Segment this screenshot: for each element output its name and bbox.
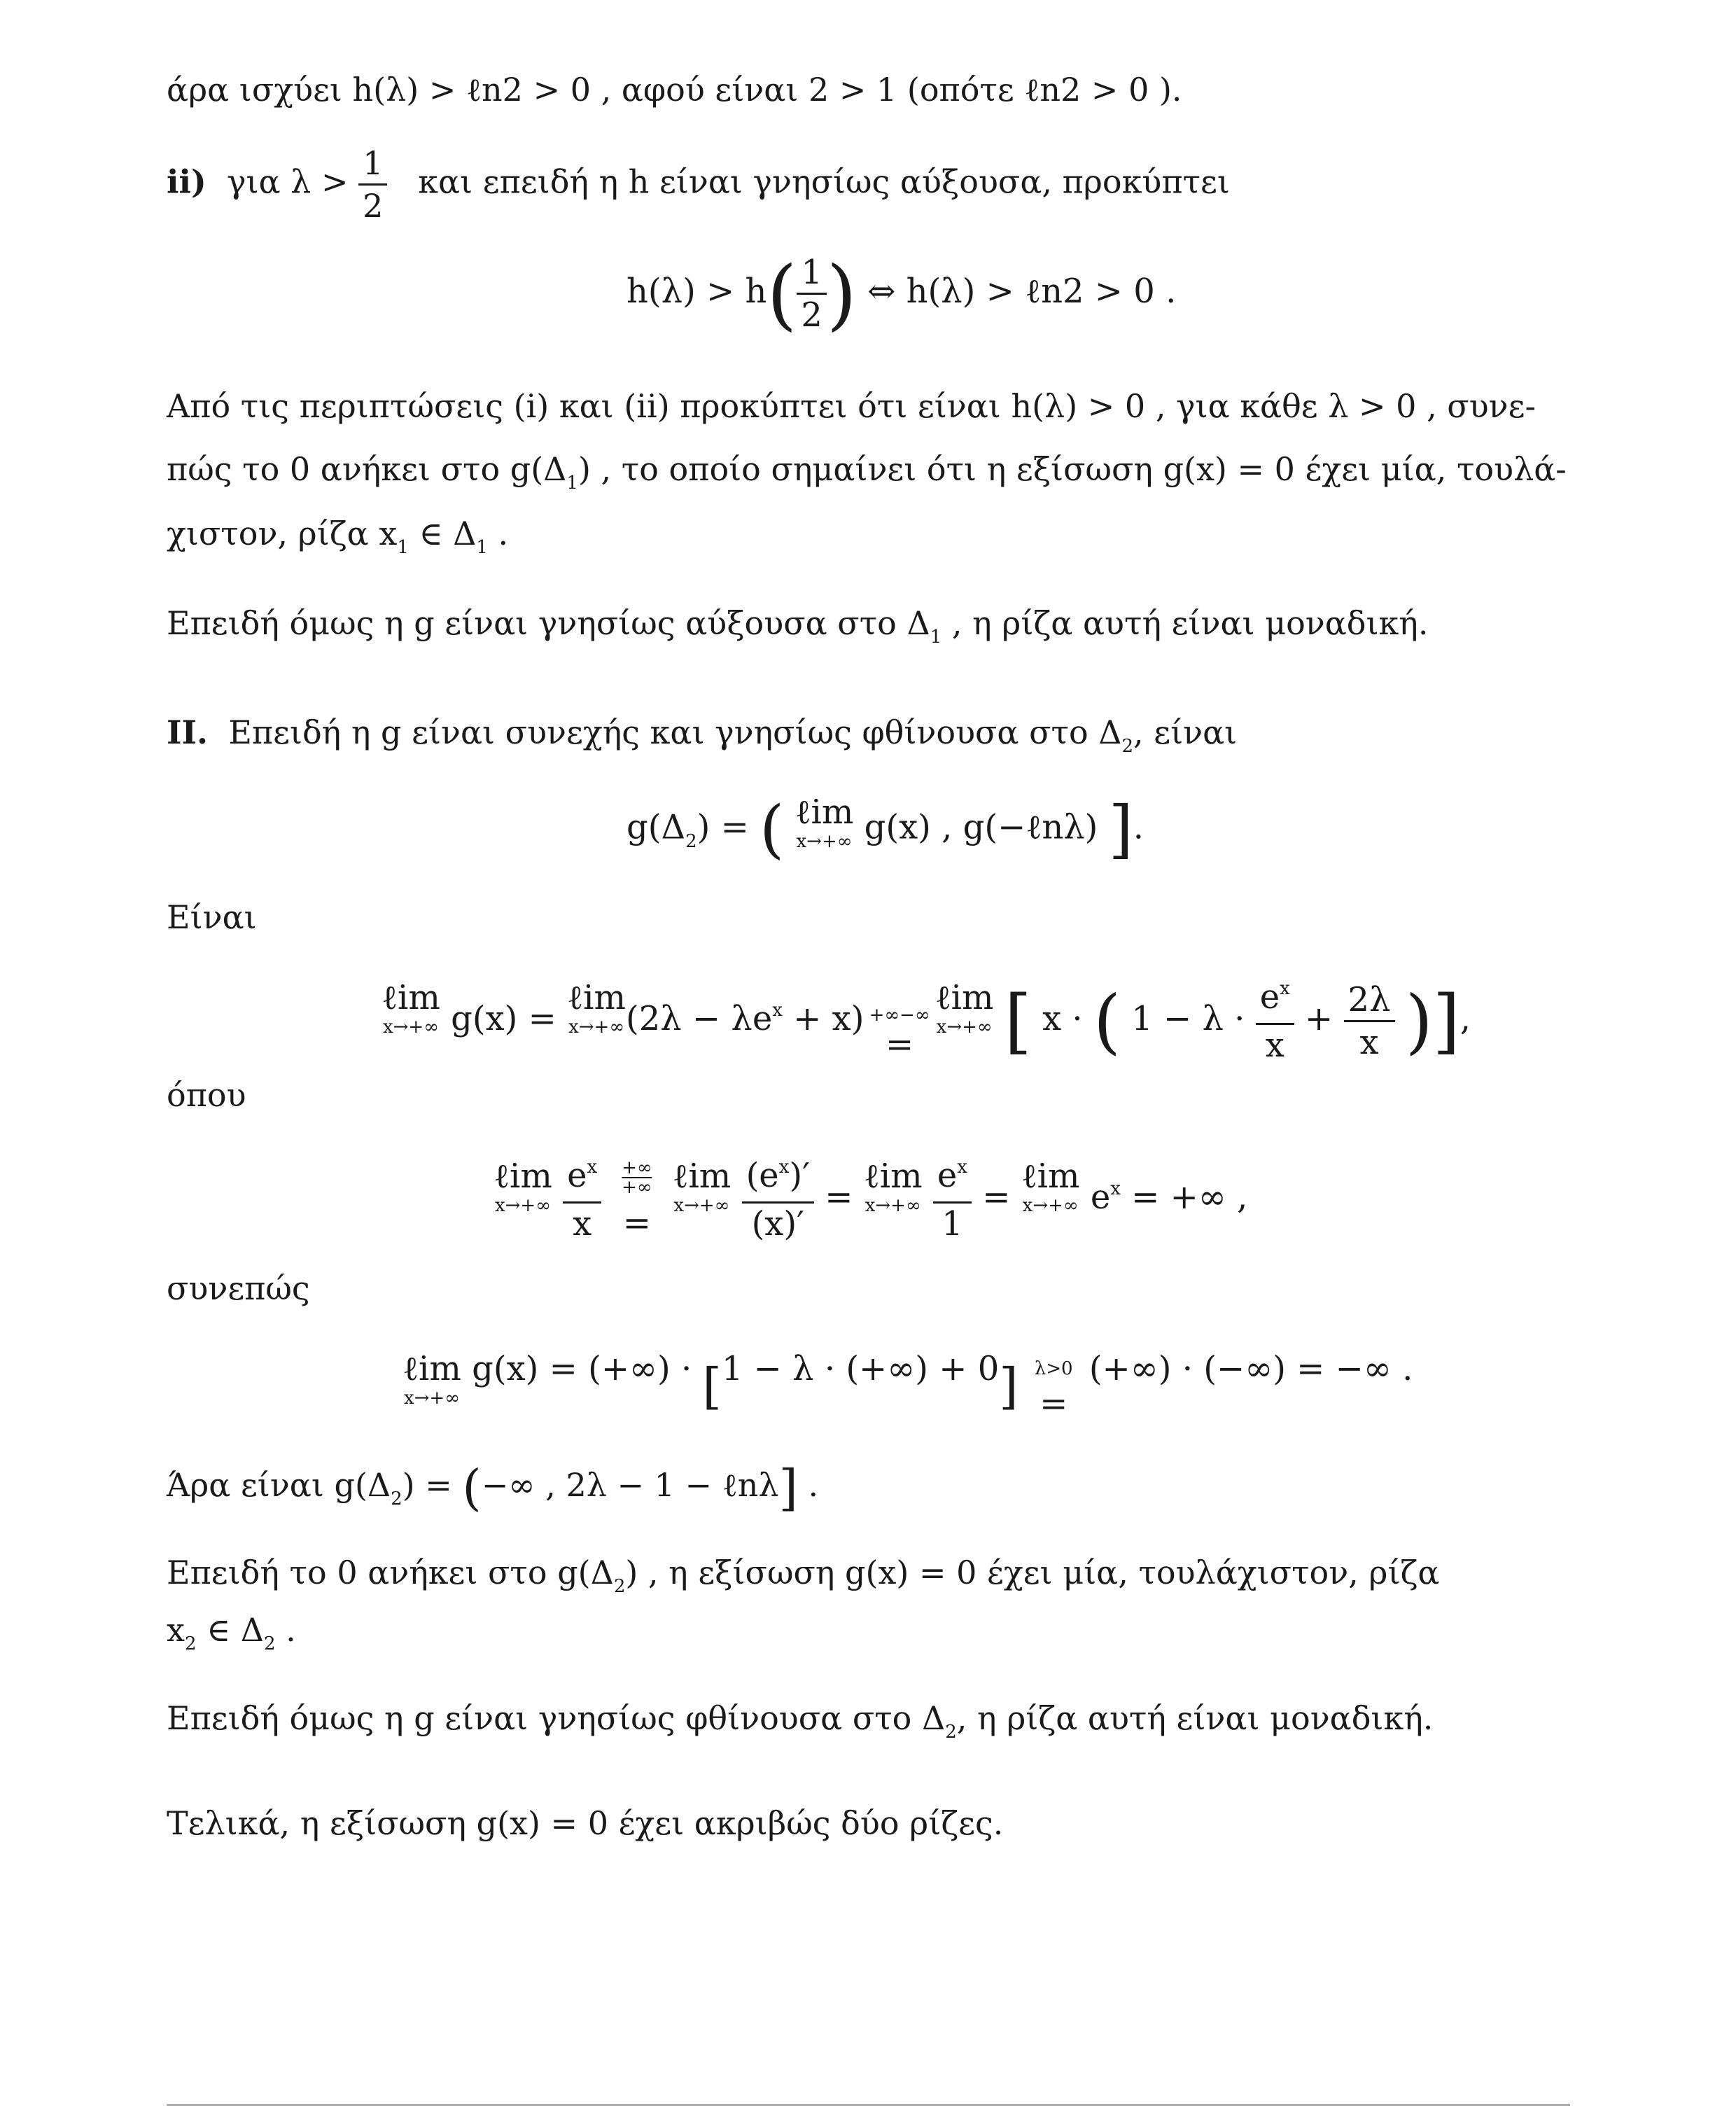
t: Επειδή το 0 ανήκει στο g(Δ (167, 1554, 614, 1591)
lim: ℓim (567, 978, 626, 1017)
t: ∈ Δ (196, 1611, 265, 1649)
t: g(x) = (451, 999, 556, 1038)
equation-limit-g (382, 977, 1471, 1066)
bracket-left: [ (702, 1358, 722, 1415)
t: συνεπώς (167, 1269, 310, 1307)
limit (493, 1155, 552, 1214)
t: e (567, 1156, 587, 1195)
t: (+∞) · (−∞) = −∞ . (1088, 1349, 1413, 1388)
frac-den: x (1359, 1023, 1379, 1062)
limit (1021, 1155, 1080, 1214)
subscript: 1 (476, 537, 488, 558)
lim: ℓim (794, 793, 854, 832)
t: Άρα είναι g(Δ (167, 1466, 391, 1504)
text-l2a: για λ > (226, 162, 349, 201)
t: ∈ Δ (408, 515, 477, 552)
t: χιστον, ρίζα x (167, 515, 398, 552)
subscript: 2 (264, 1633, 276, 1654)
over-annotation: +∞−∞ = (886, 1024, 913, 1066)
limsub: x→+∞ (864, 1195, 921, 1216)
t: 1 − λ · (1131, 999, 1245, 1038)
fraction-one-half-2 (797, 252, 827, 335)
subscript: 2 (184, 1633, 197, 1654)
frac-num: 1 (797, 252, 827, 295)
subscript: 2 (685, 830, 697, 852)
frac-num (933, 1155, 972, 1204)
frac-den: 2 (363, 187, 384, 225)
fraction-one-half (358, 143, 387, 226)
limit (567, 977, 626, 1038)
text-p3b (167, 1609, 296, 1657)
eq1-right: ⇔ h(λ) > ℓn2 > 0 . (867, 272, 1177, 311)
annotation: λ>0 (1034, 1358, 1073, 1379)
t: . (808, 1466, 819, 1504)
equation-lhopital: ℓim x→+∞ $\frac{e^x}{x}$ +∞ +∞ = ℓim x→+∞ $\frac{(e^x)'}{(x)'}$ = ℓim x→+∞ $\frac{e^x}{1}$ = ℓim x→+∞ $e^x$ = +∞ , (493, 1156, 1248, 1243)
t: . (275, 1611, 296, 1649)
text-synepos (167, 1267, 310, 1309)
limsub: x→+∞ (382, 1017, 439, 1038)
frac-num: 2λ (1344, 979, 1395, 1022)
text-p1a-content: Από τις περιπτώσεις (i) και (ii) προκύπτει ότι είναι h(λ) > 0 , για κάθε λ > 0 , συνε- (167, 387, 1536, 425)
paren-right: ) (1405, 979, 1433, 1062)
lim: ℓim (672, 1157, 732, 1196)
limsub: x→+∞ (1022, 1195, 1079, 1216)
text-p1c (167, 512, 508, 560)
t: Επειδή η g είναι συνεχής και γνησίως φθίνουσα στο Δ (228, 713, 1122, 751)
limit (382, 977, 440, 1038)
paren-right: ) (826, 249, 857, 339)
t: ) = (696, 807, 749, 847)
annotation (622, 1159, 652, 1197)
fraction-ex-over-x (1256, 977, 1294, 1066)
text-p1b (167, 448, 1567, 496)
t: Τελικά, η εξίσωση g(x) = 0 έχει ακριβώς δύο ρίζες. (167, 1804, 1004, 1842)
limsub: x→+∞ (494, 1195, 551, 1216)
t: , η ρίζα αυτή είναι μοναδική. (941, 604, 1429, 642)
frac-den: 1 (941, 1204, 963, 1243)
paren-left: ( (760, 793, 785, 866)
frac-den: (x)′ (751, 1204, 804, 1243)
t: πώς το 0 ανήκει στο g(Δ (167, 450, 567, 488)
t: e (937, 1156, 958, 1195)
frac-num (563, 1155, 601, 1204)
frac-num (1256, 977, 1294, 1025)
superscript: x (772, 1000, 783, 1021)
t: (e (746, 1156, 779, 1195)
t: , (1460, 999, 1471, 1038)
frac-num (742, 1155, 814, 1204)
limsub: x→+∞ (936, 1017, 993, 1038)
t: ) = (402, 1466, 452, 1504)
lim: ℓim (382, 978, 440, 1017)
frac-den: x (1265, 1026, 1284, 1065)
fraction-ex-over-1 (933, 1155, 972, 1244)
bracket-right: ] (1108, 793, 1133, 866)
t: x · (1042, 999, 1093, 1038)
t: + (1305, 999, 1334, 1038)
superscript: x (778, 1157, 790, 1178)
t: , η ρίζα αυτή είναι μοναδική. (956, 1699, 1434, 1737)
lim: ℓim (493, 1157, 552, 1196)
t: = +∞ , (1131, 1178, 1248, 1217)
annotation: +∞−∞ (869, 1005, 930, 1026)
lim: ℓim (1021, 1157, 1080, 1196)
paren-left: ( (766, 249, 797, 339)
t: Επειδή όμως η g είναι γνησίως αύξουσα στο Δ (167, 604, 930, 642)
text-line-1 (167, 69, 1182, 111)
fraction-2lambda-over-x (1344, 979, 1395, 1063)
frac-den: x (573, 1204, 592, 1243)
text-p1a (167, 385, 1536, 427)
limit (795, 791, 854, 850)
fraction-ex-over-x (563, 1155, 601, 1244)
t: +∞ (622, 1157, 652, 1178)
limsub: x→+∞ (673, 1195, 730, 1216)
limit (672, 1155, 731, 1214)
limit (864, 1155, 923, 1214)
eq1-left: h(λ) > h (626, 272, 767, 311)
label-ii: ii) (167, 162, 206, 201)
text-p4 (167, 1697, 1433, 1745)
text-line-ii (167, 143, 1230, 226)
t: ) , η εξίσωση g(x) = 0 έχει μία, τουλάχιστον, ρίζα (625, 1554, 1440, 1591)
t: 1 − λ · (+∞) + 0 (721, 1349, 1000, 1388)
text-p2 (167, 602, 1428, 650)
equation-g-delta2 (626, 791, 1144, 868)
over-annotation: λ>0 = (1040, 1383, 1068, 1425)
text-p3a (167, 1551, 1440, 1599)
lim: ℓim (863, 1157, 923, 1196)
t: g(x) = (+∞) · (472, 1349, 692, 1388)
limit (402, 1348, 461, 1407)
frac-den: 2 (801, 295, 822, 335)
t: + x) (782, 999, 864, 1038)
t: όπου (167, 1076, 246, 1114)
footer-divider (167, 2104, 1570, 2106)
over-annotation: +∞ +∞ = (622, 1157, 652, 1243)
superscript: x (587, 1157, 598, 1178)
paren-left: ( (462, 1459, 482, 1516)
t: e (1259, 977, 1280, 1017)
limsub: x→+∞ (403, 1388, 460, 1409)
lim: ℓim (402, 1349, 461, 1388)
text-sec2 (167, 711, 1237, 759)
text-l1: άρα ισχύει h(λ) > ℓn2 > 0 , αφού είναι 2 > 1 (οπότε ℓn2 > 0 ). (167, 71, 1182, 109)
t: . (487, 515, 509, 552)
subscript: 2 (391, 1488, 402, 1509)
subscript: 2 (945, 1722, 957, 1743)
t: e (1090, 1178, 1111, 1217)
t: g(Δ (626, 807, 686, 847)
subscript: 2 (1121, 736, 1134, 757)
t: . (1133, 807, 1144, 847)
limsub: x→+∞ (568, 1017, 624, 1038)
t: )′ (789, 1156, 811, 1195)
subscript: 1 (566, 473, 578, 494)
t: x (167, 1611, 185, 1649)
limsub: x→+∞ (796, 831, 853, 852)
t: −∞ , 2λ − 1 − ℓnλ (481, 1466, 779, 1504)
t: g(x) , g(−ℓnλ) (864, 807, 1098, 847)
bracket-right: ] (999, 1358, 1018, 1415)
text-ara (167, 1449, 818, 1526)
subscript: 1 (397, 537, 409, 558)
equation-h-half (626, 249, 1177, 339)
fraction-derivatives (742, 1155, 814, 1244)
subscript: 2 (613, 1576, 626, 1597)
superscript: x (1280, 978, 1290, 999)
equation-limit-result (402, 1348, 1413, 1425)
t: (2λ − λe (625, 999, 773, 1038)
bracket-left: [ (1004, 979, 1032, 1062)
text-l2b: και επειδή η h είναι γνησίως αύξουσα, προκύπτει (418, 162, 1230, 201)
subscript: 1 (930, 627, 942, 648)
text-final (167, 1802, 1003, 1844)
limit (934, 977, 994, 1038)
label-II: II. (167, 713, 209, 751)
superscript: x (957, 1157, 967, 1178)
bracket-right: ] (1432, 979, 1460, 1062)
lim: ℓim (934, 978, 994, 1017)
text-einai (167, 896, 257, 938)
text-opou (167, 1074, 246, 1116)
t: Είναι (167, 898, 257, 936)
t: Επειδή όμως η g είναι γνησίως φθίνουσα στο Δ (167, 1699, 946, 1737)
frac-num: 1 (358, 143, 387, 186)
bracket-right: ] (778, 1459, 798, 1516)
paren-left: ( (1093, 979, 1121, 1062)
t: +∞ (622, 1177, 652, 1198)
t: ) , το οποίο σημαίνει ότι η εξίσωση g(x) = 0 έχει μία, τουλά- (578, 450, 1567, 488)
t: , είναι (1133, 713, 1238, 751)
superscript: x (1110, 1178, 1121, 1199)
